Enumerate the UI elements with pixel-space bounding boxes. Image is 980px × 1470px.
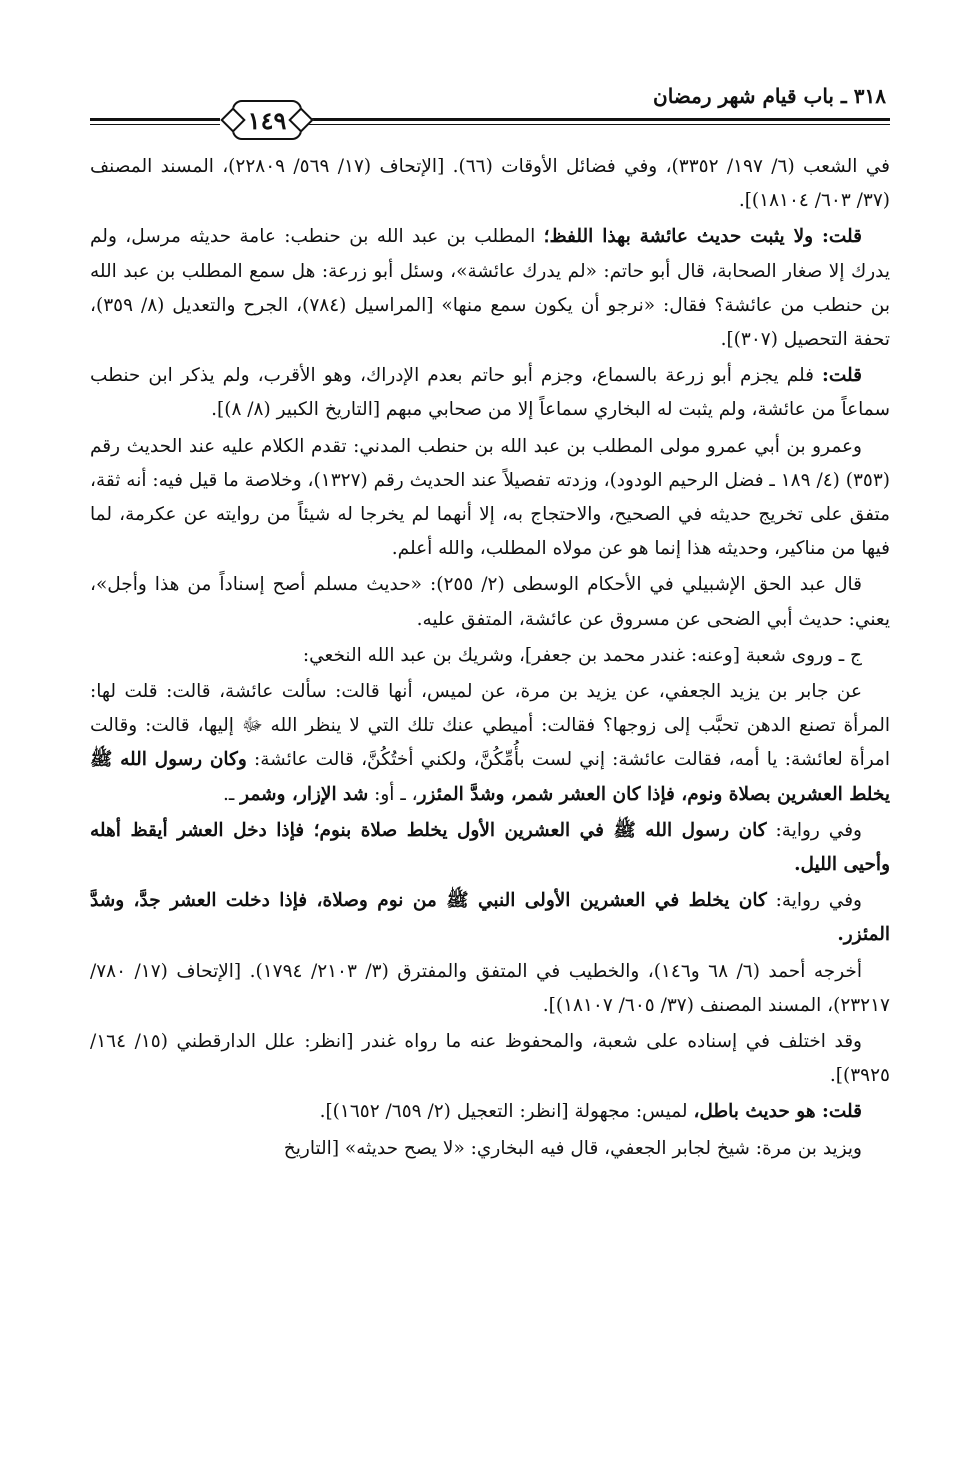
paragraph xyxy=(90,884,890,952)
page-header xyxy=(90,84,890,135)
text-segment: ج ـ وروى شعبة [وعنه: غندر محمد بن جعفر]، وشريك بن عبد الله النخعي: xyxy=(302,644,862,666)
text-segment: لميس: مجهولة [انظر: التعجيل (٢/ ٦٥٩/ ١٦٥٢)]. xyxy=(319,1101,694,1123)
paragraph xyxy=(90,814,890,882)
text-segment: وقد اختلف في إسناده على شعبة، والمحفوظ عنه ما رواه غندر [انظر: علل الدارقطني (١٥/ ١٦٤/ ٣٩٢٥)]. xyxy=(90,1031,890,1087)
page-number-badge xyxy=(232,100,302,140)
paragraph xyxy=(90,639,890,673)
text-segment: عن جابر بن يزيد الجعفي، عن يزيد بن مرة، عن لميس، أنها قالت: سألت عائشة، قالت: قلت لها: المرأة تصنع الدهن تحبَّب إلى زوجها؟ فقالت: أميطي عنك تلك التي لا ينظر الله ﷻ إليها، قالت: وقالت امرأة لعائشة: يا أمه، فقالت عائشة: إني لست بأُمِّكُنَّ، ولكني أختُكُنَّ، قالت عائشة: xyxy=(90,681,890,771)
paragraph xyxy=(90,955,890,1023)
text-segment: وفي رواية: xyxy=(766,819,862,841)
page-number: ١٤٩ xyxy=(247,105,287,135)
bold-text: شد الإزار، وشمر xyxy=(240,783,369,805)
paragraph xyxy=(90,150,890,218)
bold-text: قلت: ولا يثبت حديث عائشة بهذا اللفظ؛ xyxy=(543,226,862,248)
text-segment: أخرجه أحمد (٦/ ٦٨ و١٤٦)، والخطيب في المتفق والمفترق (٣/ ٢١٠٣/ ١٧٩٤). [الإتحاف (١٧/ ٧٨٠/ ٢٣٢١٧)، المسند المصنف (٣٧/ ٦٠٥/ ١٨١٠٧)]. xyxy=(90,960,890,1016)
header-rule-left xyxy=(90,118,220,125)
bold-text: قلت: هو حديث باطل، xyxy=(693,1101,862,1123)
paragraph xyxy=(90,1132,890,1166)
paragraph xyxy=(90,675,890,812)
text-segment: المطلب بن عبد الله بن حنطب: عامة حديثه مرسل، ولم يدرك إلا صغار الصحابة، قال أبو حاتم: «لم يدرك عائشة»، وسئل أبو زرعة: هل سمع المطلب بن عبد الله بن حنطب من عائشة؟ فقال: «نرجو أن يكون سمع منها» [المراسيل (٧٨٤)، الجرح والتعديل (٨/ ٣٥٩)، تحفة التحصيل (٣٠٧)]. xyxy=(90,226,890,351)
paragraph xyxy=(90,430,890,567)
text-segment: ويزيد بن مرة: شيخ لجابر الجعفي، قال فيه البخاري: «لا يصح حديثه» [التاريخ xyxy=(283,1137,862,1159)
text-segment: في الشعب (٦/ ١٩٧/ ٣٣٥٢)، وفي فضائل الأوقات (٦٦). [الإتحاف (١٧/ ٥٦٩/ ٢٢٨٠٩)، المسند المصنف (٣٧/ ٦٠٣/ ١٨١٠٤)]. xyxy=(90,156,890,212)
paragraph xyxy=(90,568,890,636)
bold-text: وكان رسول الله ﷺ يخلط العشرين بصلاة ونوم، فإذا كان العشر شمر، وشدَّ المئزر xyxy=(90,749,890,805)
paragraph xyxy=(90,1025,890,1093)
bold-text: كان يخلط في العشرين الأولى النبي ﷺ من نوم وصلاة، فإذا دخلت العشر جدَّ، وشدَّ المئزر. xyxy=(90,890,890,946)
paragraph xyxy=(90,359,890,427)
text-segment: وعمرو بن أبي عمرو مولى المطلب بن عبد الله بن حنطب المدني: تقدم الكلام عليه عند الحديث رقم (٣٥٣) (٤/ ١٨٩ ـ فضل الرحيم الودود)، وزدته تفصيلاً عند الحديث رقم (١٣٢٧)، وخلاصة ما قيل فيه: أنه ثقة، متفق على تخريج حديثه في الصحيح، والاحتجاج به، إلا أنهما لم يخرجا له شيئاً من روايته عن عكرمة، لما فيها من مناكير، وحديثه هذا إنما هو عن مولاه المطلب، والله أعلم. xyxy=(90,435,891,560)
running-title: ٣١٨ ـ باب قيام شهر رمضان xyxy=(653,84,886,108)
page-body xyxy=(90,150,890,1166)
header-rule xyxy=(305,118,890,125)
paragraph xyxy=(90,1095,890,1129)
paragraph xyxy=(90,220,890,357)
text-segment: قال عبد الحق الإشبيلي في الأحكام الوسطى (٢/ ٢٥٥): «حديث مسلم أصح إسناداً من هذا وأجل»، يعني: حديث أبي الضحى عن مسروق عن عائشة، المتفق عليه. xyxy=(90,574,890,630)
text-segment: فلم يجزم أبو زرعة بالسماع، وجزم أبو حاتم بعدم الإدراك، وهو الأقرب، ولم يذكر ابن حنطب سماعاً من عائشة، ولم يثبت له البخاري سماعاً إلا من صحابي مبهم [التاريخ الكبير (٨/ ٨)]. xyxy=(90,365,890,421)
text-segment: وفي رواية: xyxy=(766,890,862,912)
bold-text: قلت: xyxy=(822,365,862,387)
text-segment: ، ـ أو: xyxy=(368,783,418,805)
text-segment: ـ. xyxy=(222,783,241,805)
bold-text: كان رسول الله ﷺ في العشرين الأول يخلط صلاة بنوم؛ فإذا دخل العشر أيقظ أهله وأحيى الليل. xyxy=(90,819,890,876)
